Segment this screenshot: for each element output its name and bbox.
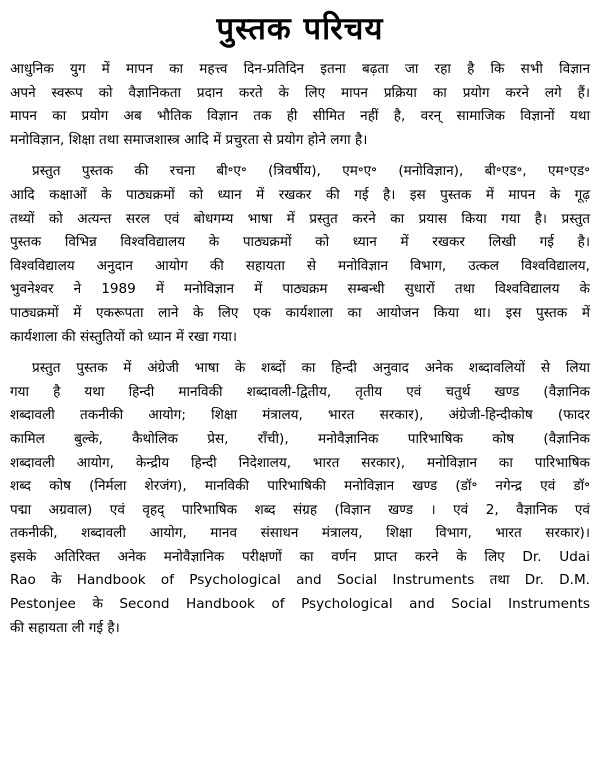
text-line: भुवनेश्वर ने 1989 में मनोविज्ञान में पाठ्यक्रम सम्बन्धी सुधारों तथा विश्वविद्यालय के bbox=[10, 281, 590, 298]
text-line: तकनीकी, शब्दावली आयोग, मानव संसाधन मंत्रालय, शिक्षा विभाग, भारत सरकार)। bbox=[10, 525, 590, 542]
text-line: की सहायता ली गई है। bbox=[10, 619, 120, 636]
text-line: शब्दावली तकनीकी आयोग; शिक्षा मंत्रालय, भारत सरकार), अंग्रेजी-हिन्दीकोष (फादर bbox=[10, 407, 590, 424]
text-line: Rao के Handbook of Psychological and Social Instruments तथा Dr. D.M. bbox=[10, 572, 590, 589]
text-line: प्रस्तुत पुस्तक में अंग्रेजी भाषा के शब्दों का हिन्दी अनुवाद अनेक शब्दावलियों से लिया bbox=[32, 360, 590, 377]
paragraph-3 bbox=[10, 357, 590, 640]
text-line: पुस्तक विभिन्न विश्वविद्यालय के पाठ्यक्रमों को ध्यान में रखकर लिखी गई है। bbox=[10, 234, 590, 251]
text-line: आधुनिक युग में मापन का महत्त्व दिन-प्रतिदिन इतना बढ़ता जा रहा है कि सभी विज्ञान bbox=[10, 61, 590, 77]
text-line: कामिल बुल्के, कैथोलिक प्रेस, राँची), मनोवैज्ञानिक पारिभाषिक कोष (वैज्ञानिक bbox=[10, 430, 590, 447]
text-line: इसके अतिरिक्त अनेक मनोवैज्ञानिक परीक्षणों का वर्णन प्राप्त करने के लिए Dr. Udai bbox=[10, 548, 590, 565]
text-line: प्रस्तुत पुस्तक की रचना बी॰ए॰ (त्रिवर्षीय), एम॰ए॰ (मनोविज्ञान), बी॰एड॰, एम॰एड॰ bbox=[32, 163, 590, 180]
text-line: पद्मा अग्रवाल) एवं वृहद् पारिभाषिक शब्द संग्रह (विज्ञान खण्ड । एवं 2, वैज्ञानिक एवं bbox=[10, 501, 590, 518]
paragraph-1 bbox=[10, 58, 590, 152]
text-line: गया है यथा हिन्दी मानविकी शब्दावली-द्वितीय, तृतीय एवं चतुर्थ खण्ड (वैज्ञानिक bbox=[10, 383, 590, 400]
text-line: मनोविज्ञान, शिक्षा तथा समाजशास्त्र आदि में प्रचुरता से प्रयोग होने लगा है। bbox=[10, 131, 368, 148]
text-line: शब्दावली आयोग, केन्द्रीय हिन्दी निदेशालय, भारत सरकार), मनोविज्ञान का पारिभाषिक bbox=[10, 454, 590, 471]
text-line: Pestonjee के Second Handbook of Psychological and Social Instruments bbox=[10, 596, 590, 613]
text-line: तथ्यों को अत्यन्त सरल एवं बोधगम्य भाषा में प्रस्तुत करने का प्रयास किया गया है। प्रस्तुत bbox=[10, 210, 590, 227]
text-line: कार्यशाला की संस्तुतियों को ध्यान में रखा गया। bbox=[10, 328, 238, 345]
text-line: पाठ्यक्रमों में एकरूपता लाने के लिए एक कार्यशाला का आयोजन किया था। इस पुस्तक में bbox=[10, 304, 590, 321]
text-line: अपने स्वरूप को वैज्ञानिकता प्रदान करते के लिए मापन प्रक्रिया का प्रयोग करने लगे हैं। bbox=[10, 84, 590, 101]
text-line: मापन का प्रयोग अब भौतिक विज्ञान तक ही सीमित नहीं है, वरन् सामाजिक विज्ञानों यथा bbox=[10, 108, 590, 125]
page-title: पुस्तक परिचय bbox=[216, 11, 384, 47]
paragraph-2 bbox=[10, 160, 590, 349]
text-line: विश्वविद्यालय अनुदान आयोग की सहायता से मनोविज्ञान विभाग, उत्कल विश्वविद्यालय, bbox=[10, 257, 590, 274]
text-line: आदि कक्षाओं के पाठ्यक्रमों को ध्यान में रखकर की गई है। इस पुस्तक में मापन के गूढ़ bbox=[10, 186, 590, 203]
text-line: शब्द कोष (निर्मला शेरजंग), मानविकी पारिभाषिकी मनोविज्ञान खण्ड (डॉ॰ नगेन्द्र एवं डॉ॰ bbox=[10, 478, 590, 495]
